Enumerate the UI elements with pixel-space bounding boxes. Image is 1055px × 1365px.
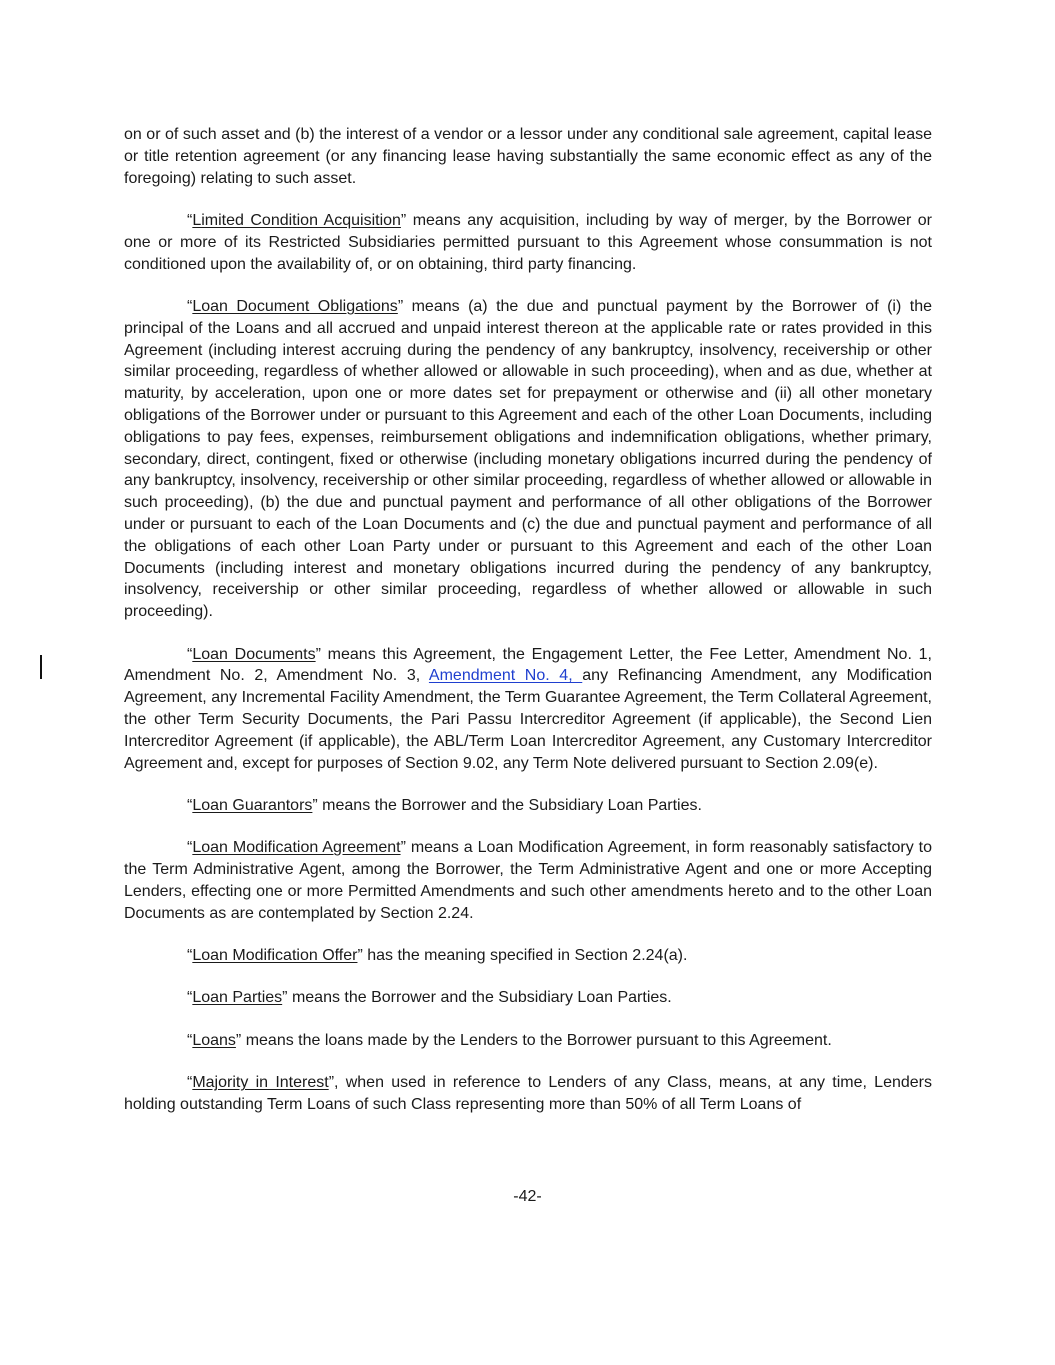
- defined-term: Loan Parties: [192, 989, 283, 1007]
- definition-loan-modification-agreement: [124, 837, 932, 924]
- paragraph-continuation: [124, 124, 932, 189]
- page-number: -42-: [513, 1188, 542, 1205]
- close-quote: ”: [312, 796, 318, 814]
- definition-text: means the Borrower and the Subsidiary Loan Parties.: [287, 989, 672, 1007]
- definition-text-before-link: means this Agreement, the Engagement Letter, the Fee Letter, Amendment No. 1, Amendment No. 2, Amendment No. 3,: [124, 645, 932, 685]
- open-quote: “: [187, 796, 193, 814]
- defined-term: Loans: [192, 1031, 236, 1049]
- document-page: [124, 124, 932, 1136]
- open-quote: “: [187, 989, 193, 1007]
- open-quote: “: [187, 211, 193, 229]
- definition-text: , when used in reference to Lenders of any Class, means, at any time, Lenders holding outstanding Term Loans of such Class representing more than 50% of all Term Loans of: [124, 1074, 933, 1114]
- close-quote: ”: [400, 839, 406, 857]
- defined-term: Majority in Interest: [192, 1074, 329, 1092]
- revision-change-bar: [40, 655, 42, 679]
- amendment-no-4-link[interactable]: Amendment No. 4,: [428, 667, 583, 685]
- definition-loan-guarantors: [124, 795, 932, 817]
- close-quote: ”: [357, 947, 363, 965]
- open-quote: “: [187, 297, 193, 315]
- definition-majority-in-interest: [124, 1072, 932, 1116]
- definition-text: means a Loan Modification Agreement, in form reasonably satisfactory to the Term Administrative Agent, among the Borrower, the Term Administrative Agent and one or more Accepting Lenders, effecting one or more Permitted Amendments and such other amendments hereto and to the other Loan Documents as are contemplated by Section 2.24.: [124, 839, 932, 922]
- definition-text: means any acquisition, including by way of merger, by the Borrower or one or more of its Restricted Subsidiaries permitted pursuant to this Agreement whose consummation is not conditioned upon the availability of, or on obtaining, third party financing.: [124, 211, 933, 273]
- close-quote: ”: [400, 211, 407, 229]
- defined-term: Loan Modification Offer: [192, 947, 358, 965]
- definition-loan-document-obligations: [124, 296, 932, 623]
- close-quote: ”: [315, 645, 321, 663]
- definition-text: means (a) the due and punctual payment by the Borrower of (i) the principal of the Loans and all accrued and unpaid interest thereon at the applicable rate or rates provided in this Agreement (including interest accruing during the pendency of any bankruptcy, insolvency, receivership or other similar proceeding, regardless of whether allowed or allowable in such proceeding), when and as due, whether at maturity, by acceleration, upon one or more dates set for prepayment or otherwise and (ii) all other monetary obligations of the Borrower under or pursuant to this Agreement and each of the other Loan Documents, including obligations to pay fees, expenses, reimbursement obligations and indemnification obligations, whether primary, secondary, direct, contingent, fixed or otherwise (including monetary obligations incurred during the pendency of any bankruptcy, insolvency, receivership or other similar proceeding, regardless of whether allowed or allowable in such proceeding), (b) the due and punctual payment and performance of all other obligations of the Borrower under or pursuant to each of the Loan Documents and (c) the due and punctual payment and performance of all the obligations of each other Loan Party under or pursuant to this Agreement and each of the other Loan Documents (including interest and monetary obligations incurred during the pendency of any bankruptcy, insolvency, receivership or other similar proceeding, regardless of whether allowed or allowable in such proceeding).: [124, 297, 933, 621]
- definition-text-after-link: any Refinancing Amendment, any Modification Agreement, any Incremental Facility Amendment, the Term Guarantee Agreement, the Term Collateral Agreement, the other Term Security Documents, the Pari Passu Intercreditor Agreement (if applicable), the Second Lien Intercreditor Agreement (if applicable), the ABL/Term Loan Intercreditor Agreement, any Customary Intercreditor Agreement and, except for purposes of Section 9.02, any Term Note delivered pursuant to Section 2.09(e).: [124, 667, 933, 772]
- definition-loan-modification-offer: [124, 945, 932, 967]
- open-quote: “: [187, 1031, 193, 1049]
- open-quote: “: [187, 839, 193, 857]
- definition-loans: [124, 1030, 932, 1052]
- definition-text: has the meaning specified in Section 2.24(a).: [362, 947, 688, 965]
- open-quote: “: [187, 1074, 193, 1092]
- close-quote: ”: [328, 1074, 335, 1092]
- defined-term: Loan Document Obligations: [192, 297, 398, 315]
- close-quote: ”: [235, 1031, 242, 1049]
- defined-term: Loan Modification Agreement: [192, 839, 401, 857]
- paragraph-text: on or of such asset and (b) the interest of a vendor or a lessor under any conditional sale agreement, capital lease or title retention agreement (or any financing lease having substantially the same economic effect as any of the foregoing) relating to such asset.: [124, 126, 932, 187]
- close-quote: ”: [397, 297, 404, 315]
- definition-limited-condition-acquisition: [124, 210, 932, 275]
- open-quote: “: [187, 947, 193, 965]
- defined-term: Limited Condition Acquisition: [192, 211, 401, 229]
- defined-term: Loan Guarantors: [192, 796, 313, 814]
- definition-loan-parties: [124, 987, 932, 1009]
- definition-loan-documents: [124, 644, 932, 775]
- definition-text: means the Borrower and the Subsidiary Loan Parties.: [317, 796, 702, 814]
- definition-text: means the loans made by the Lenders to the Borrower pursuant to this Agreement.: [241, 1031, 832, 1049]
- open-quote: “: [187, 645, 193, 663]
- defined-term: Loan Documents: [192, 645, 316, 663]
- close-quote: ”: [282, 989, 288, 1007]
